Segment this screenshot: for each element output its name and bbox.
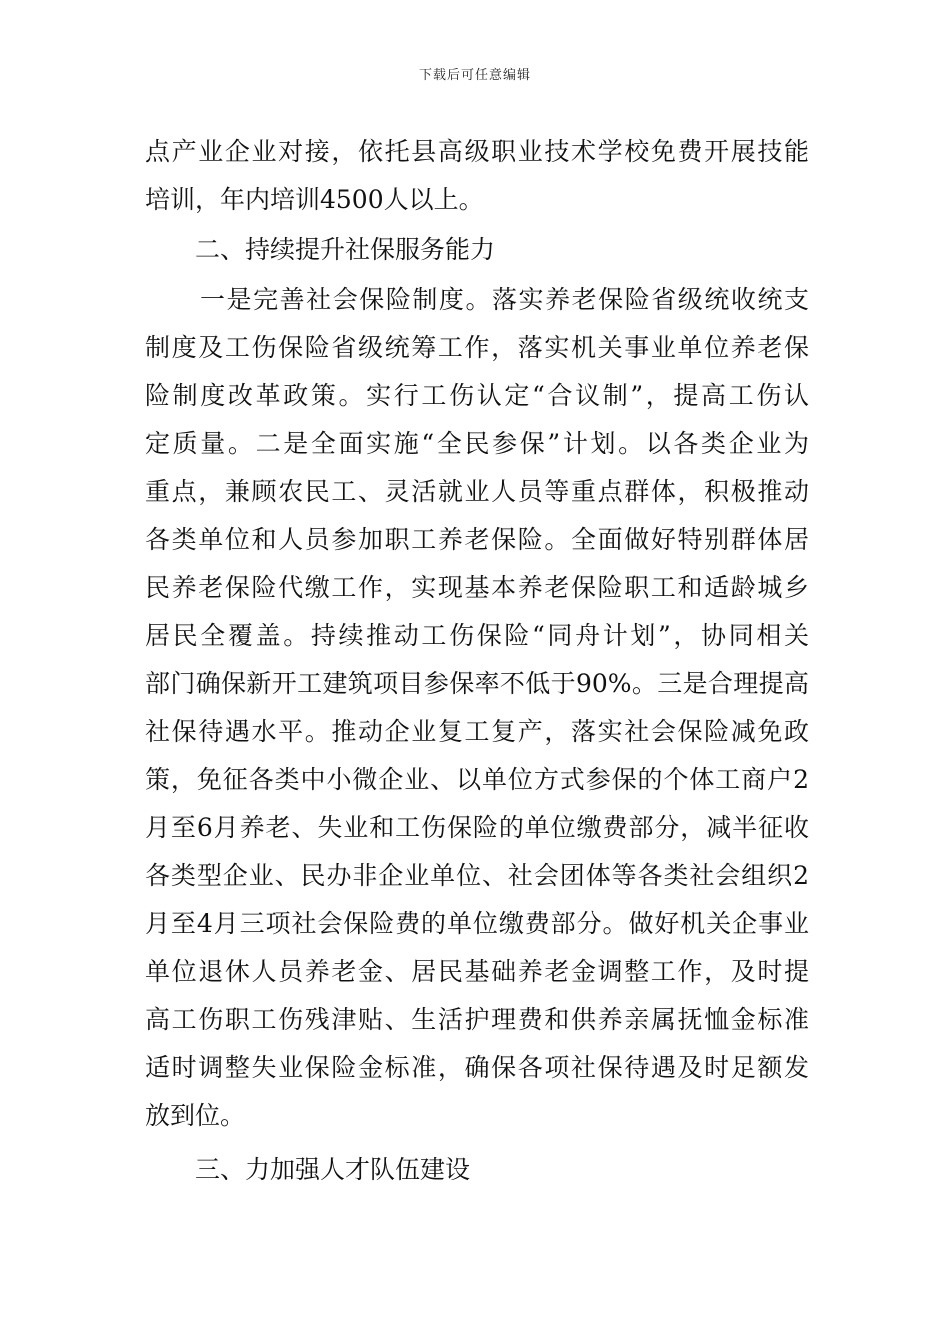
text-line: 策，免征各类中小微企业、以单位方式参保的个体工商户2	[145, 765, 809, 794]
paragraph-social-insurance	[145, 276, 809, 1140]
text-line: 适时调整失业保险金标准，确保各项社保待遇及时足额发	[145, 1053, 809, 1082]
text-line: 点产业企业对接，依托县高级职业技术学校免费开展技能	[145, 137, 809, 166]
text-line: 放到位。	[145, 1101, 246, 1130]
text-line: 险制度改革政策。实行工伤认定“合议制”，提高工伤认	[145, 381, 809, 410]
text-line: 各类单位和人员参加职工养老保险。全面做好特别群体居	[145, 525, 809, 554]
text-line: 单位退休人员养老金、居民基础养老金调整工作，及时提	[145, 957, 809, 986]
text-line: 居民全覆盖。持续推动工伤保险“同舟计划”，协同相关	[145, 621, 809, 650]
text-line: 定质量。二是全面实施“全民参保”计划。以各类企业为	[145, 429, 809, 458]
text-line: 民养老保险代缴工作，实现基本养老保险职工和适龄城乡	[145, 573, 809, 602]
page-header: 下载后可任意编辑	[418, 68, 531, 83]
text-line: 部门确保新开工建筑项目参保率不低于90%。三是合理提高	[145, 669, 809, 698]
text-line: 各类型企业、民办非企业单位、社会团体等各类社会组织2	[145, 861, 809, 890]
heading-text: 三、力加强人才队伍建设	[195, 1155, 471, 1184]
text-line: 月至4月三项社会保险费的单位缴费部分。做好机关企事业	[145, 909, 809, 938]
document-body	[145, 128, 809, 1194]
section-heading-2	[145, 226, 809, 274]
text-line: 培训，年内培训4500人以上。	[145, 185, 484, 214]
text-line: 社保待遇水平。推动企业复工复产，落实社会保险减免政	[145, 717, 809, 746]
text-line: 制度及工伤保险省级统筹工作，落实机关事业单位养老保	[145, 333, 809, 362]
text-line: 高工伤职工伤残津贴、生活护理费和供养亲属抚恤金标准	[145, 1005, 809, 1034]
heading-text: 二、持续提升社保服务能力	[195, 235, 496, 264]
text-line: 月至6月养老、失业和工伤保险的单位缴费部分，减半征收	[145, 813, 809, 842]
section-heading-3	[145, 1146, 809, 1194]
text-line: 一是完善社会保险制度。落实养老保险省级统收统支	[200, 285, 809, 314]
paragraph-continuation	[145, 128, 809, 224]
text-line: 重点，兼顾农民工、灵活就业人员等重点群体，积极推动	[145, 477, 809, 506]
